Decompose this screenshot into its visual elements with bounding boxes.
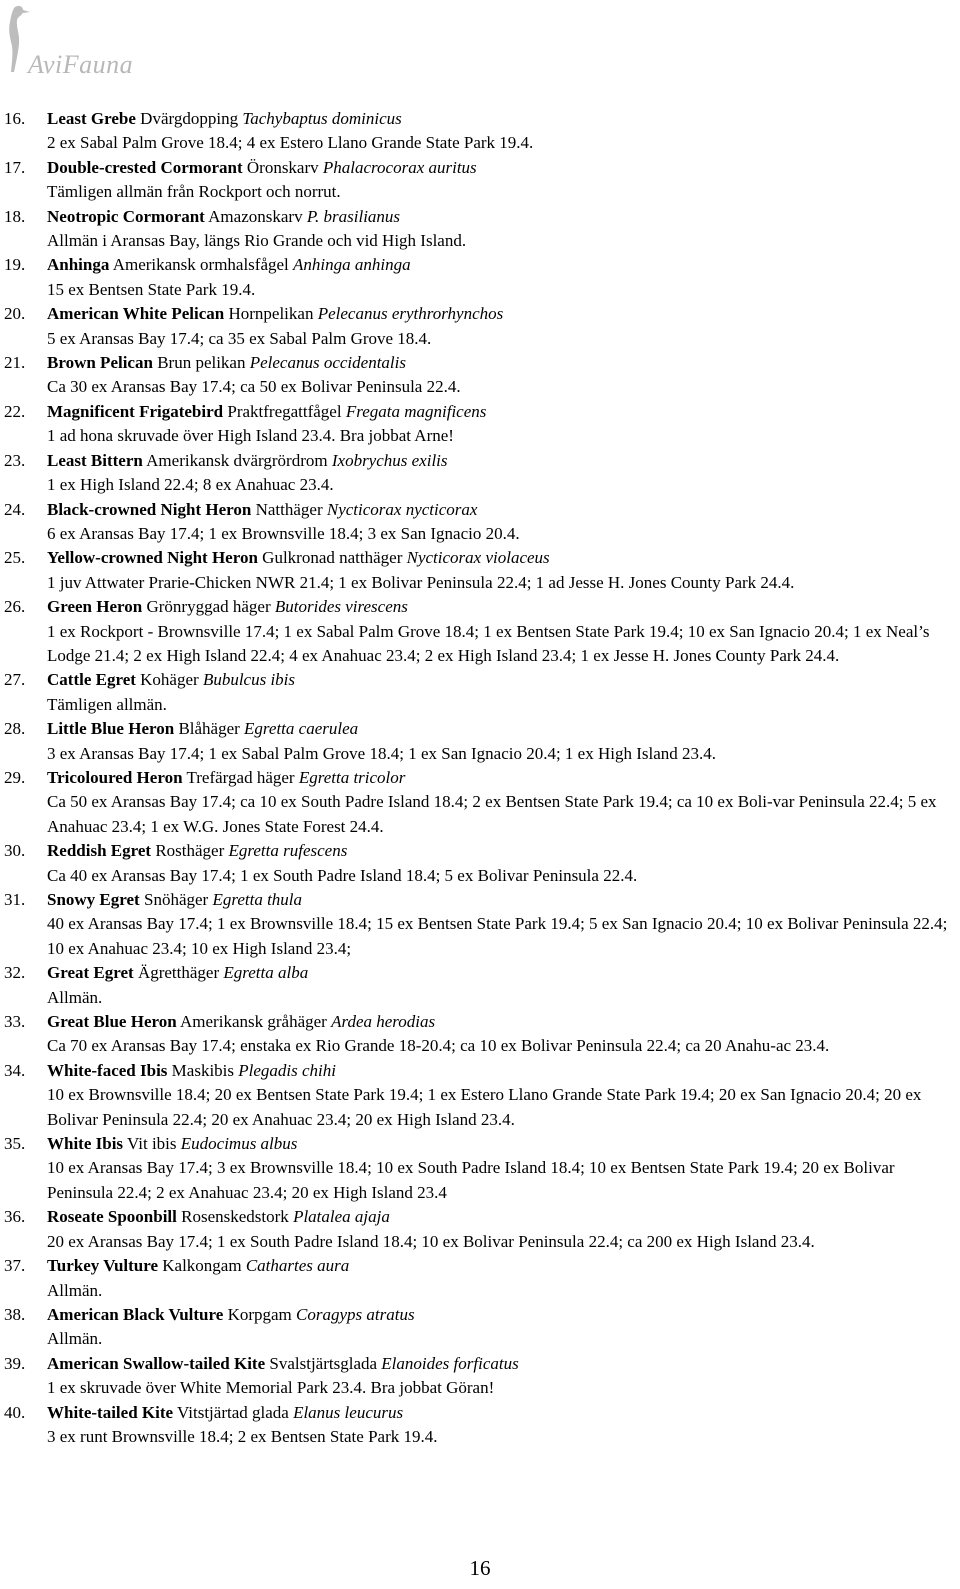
- entry-number: 17.: [4, 157, 26, 177]
- observation-text: 15 ex Bentsen State Park 19.4.: [47, 279, 256, 299]
- entry-number: 38.: [4, 1304, 26, 1324]
- species-entry: [0, 1254, 960, 1303]
- entry-number: 28.: [4, 719, 26, 739]
- english-name: White-faced Ibis: [47, 1060, 168, 1080]
- observation-text: 1 ex High Island 22.4; 8 ex Anahuac 23.4.: [47, 475, 334, 495]
- entry-number: 26.: [4, 597, 26, 617]
- observation-text: 6 ex Aransas Bay 17.4; 1 ex Brownsville 18.4; 3 ex San Ignacio 20.4.: [47, 523, 520, 543]
- species-name-line: [47, 107, 948, 131]
- entry-number: 31.: [4, 890, 26, 909]
- species-entry: [0, 351, 960, 400]
- english-name: Little Blue Heron: [47, 719, 175, 739]
- swedish-name: Blåhäger: [178, 719, 240, 739]
- entry-number: 22.: [4, 401, 26, 421]
- scientific-name: Elanoides forficatus: [381, 1353, 519, 1373]
- entry-number: 33.: [4, 1012, 26, 1032]
- swedish-name: Amerikansk gråhäger: [180, 1012, 327, 1032]
- swedish-name: Korpgam: [227, 1304, 292, 1324]
- scientific-name: Egretta alba: [223, 963, 309, 983]
- entry-number: 24.: [4, 499, 26, 519]
- observation-text: 3 ex Aransas Bay 17.4; 1 ex Sabal Palm Grove 18.4; 1 ex San Ignacio 20.4; 1 ex High Island 23.4.: [47, 743, 717, 763]
- observation-text: Tämligen allmän från Rockport och norrut.: [47, 182, 341, 202]
- scientific-name: Pelecanus occidentalis: [249, 353, 406, 373]
- english-name: Snowy Egret: [47, 890, 140, 909]
- species-name-line: [47, 302, 948, 326]
- scientific-name: Elanus leucurus: [293, 1402, 404, 1422]
- english-name: Cattle Egret: [47, 670, 136, 690]
- species-name-line: [47, 253, 948, 277]
- species-name-line: [47, 1132, 948, 1156]
- avifauna-logo: [2, 4, 202, 84]
- entry-number: 34.: [4, 1060, 26, 1080]
- species-name-line: [47, 1010, 948, 1034]
- swedish-name: Vit ibis: [127, 1134, 177, 1154]
- observation-text: 10 ex Aransas Bay 17.4; 3 ex Brownsville 18.4; 10 ex South Padre Island 18.4; 10 ex Bentsen State Park 19.4; 20 ex Bolivar Peninsula 22.4; 2 ex Anahuac 23.4; 20 ex High Island 23.4: [47, 1158, 895, 1202]
- entry-number: 27.: [4, 670, 26, 690]
- species-name-line: [47, 1059, 948, 1083]
- swedish-name: Maskibis: [171, 1060, 235, 1080]
- scientific-name: Platalea ajaja: [293, 1207, 390, 1227]
- observation-text: 40 ex Aransas Bay 17.4; 1 ex Brownsville 18.4; 15 ex Bentsen State Park 19.4; 5 ex San Ignacio 20.4; 10 ex Bolivar Peninsula 22.4; 10 ex Anahuac 23.4; 10 ex High Island 23.4;: [47, 914, 948, 958]
- entry-number: 16.: [4, 109, 26, 128]
- english-name: Great Egret: [47, 963, 134, 983]
- scientific-name: Egretta caerulea: [244, 719, 359, 739]
- scientific-name: Egretta tricolor: [298, 767, 406, 787]
- scientific-name: P. brasilianus: [306, 206, 401, 226]
- observation-text: Ca 70 ex Aransas Bay 17.4; enstaka ex Rio Grande 18-20.4; ca 10 ex Bolivar Peninsula 22.4; ca 20 Anahu-ac 23.4.: [47, 1036, 830, 1056]
- entry-number: 36.: [4, 1207, 26, 1227]
- english-name: Green Heron: [47, 597, 143, 617]
- scientific-name: Egretta rufescens: [228, 841, 348, 861]
- swedish-name: Ägretthäger: [137, 963, 220, 983]
- entry-number: 39.: [4, 1353, 26, 1373]
- english-name: Least Grebe: [47, 109, 136, 128]
- english-name: Anhinga: [47, 255, 110, 275]
- species-entry: [0, 253, 960, 302]
- entry-number: 35.: [4, 1134, 26, 1154]
- swedish-name: Dvärgdopping: [140, 109, 239, 128]
- english-name: Turkey Vulture: [47, 1256, 159, 1276]
- swedish-name: Kalkongam: [162, 1256, 242, 1276]
- species-name-line: [47, 1254, 948, 1278]
- swedish-name: Amerikansk dvärgrördrom: [146, 450, 328, 470]
- scientific-name: Ixobrychus exilis: [331, 450, 448, 470]
- scientific-name: Tachybaptus dominicus: [242, 109, 402, 128]
- species-name-line: [47, 668, 948, 692]
- scientific-name: Ardea herodias: [331, 1012, 436, 1032]
- english-name: Neotropic Cormorant: [47, 206, 205, 226]
- scientific-name: Nycticorax violaceus: [406, 548, 550, 568]
- scientific-name: Pelecanus erythrorhynchos: [317, 304, 504, 324]
- species-entry: [0, 595, 960, 668]
- species-entry: [0, 1010, 960, 1059]
- observation-text: Ca 30 ex Aransas Bay 17.4; ca 50 ex Bolivar Peninsula 22.4.: [47, 377, 461, 397]
- entry-number: 30.: [4, 841, 26, 861]
- entry-number: 21.: [4, 353, 26, 373]
- observation-text: Allmän i Aransas Bay, längs Rio Grande och vid High Island.: [47, 231, 467, 251]
- species-entry: [0, 302, 960, 351]
- species-entry: [0, 668, 960, 717]
- logo-text: AviFauna: [28, 50, 134, 79]
- observation-text: Allmän.: [47, 1280, 103, 1300]
- english-name: Yellow-crowned Night Heron: [47, 548, 258, 568]
- entry-number: 37.: [4, 1256, 26, 1276]
- observation-text: Allmän.: [47, 987, 103, 1007]
- species-entry: [0, 1059, 960, 1132]
- swedish-name: Amerikansk ormhalsfågel: [112, 255, 289, 275]
- species-name-line: [47, 156, 948, 180]
- scientific-name: Fregata magnificens: [345, 401, 487, 421]
- species-entry: [0, 156, 960, 205]
- species-name-line: [47, 400, 948, 424]
- species-entry: [0, 766, 960, 839]
- species-name-line: [47, 1303, 948, 1327]
- swedish-name: Trefärgad häger: [186, 767, 295, 787]
- swedish-name: Amazonskarv: [208, 206, 303, 226]
- swedish-name: Vitstjärtad glada: [177, 1402, 289, 1422]
- english-name: Least Bittern: [47, 450, 143, 470]
- species-name-line: [47, 546, 948, 570]
- observation-text: 1 ex skruvade över White Memorial Park 23.4. Bra jobbat Göran!: [47, 1378, 495, 1398]
- swedish-name: Rosenskedstork: [181, 1207, 289, 1227]
- species-name-line: [47, 595, 948, 619]
- species-name-line: [47, 449, 948, 473]
- scientific-name: Plegadis chihi: [238, 1060, 336, 1080]
- entry-number: 18.: [4, 206, 26, 226]
- species-entry: [0, 107, 960, 156]
- swedish-name: Svalstjärtsglada: [269, 1353, 378, 1373]
- scientific-name: Butorides virescens: [274, 597, 408, 617]
- english-name: Magnificent Frigatebird: [47, 401, 224, 421]
- english-name: American White Pelican: [47, 304, 225, 324]
- english-name: Brown Pelican: [47, 353, 153, 373]
- english-name: Reddish Egret: [47, 841, 152, 861]
- english-name: White Ibis: [47, 1134, 124, 1154]
- species-name-line: [47, 1352, 948, 1376]
- species-entry: [0, 1352, 960, 1401]
- observation-text: 1 ad hona skruvade över High Island 23.4. Bra jobbat Arne!: [47, 426, 454, 446]
- swedish-name: Öronskarv: [246, 157, 319, 177]
- species-entry: [0, 1205, 960, 1254]
- scientific-name: Coragyps atratus: [296, 1304, 415, 1324]
- swedish-name: Snöhäger: [143, 890, 209, 909]
- species-entry: [0, 546, 960, 595]
- english-name: Roseate Spoonbill: [47, 1207, 177, 1227]
- species-name-line: [47, 888, 948, 912]
- species-name-line: [47, 766, 948, 790]
- species-entry: [0, 1303, 960, 1352]
- species-entry: [0, 888, 960, 961]
- species-entry: [0, 1132, 960, 1205]
- scientific-name: Anhinga anhinga: [293, 255, 411, 275]
- observation-text: 10 ex Brownsville 18.4; 20 ex Bentsen State Park 19.4; 1 ex Estero Llano Grande State Park 19.4; 20 ex San Ignacio 20.4; 20 ex Bolivar Peninsula 22.4; 20 ex Anahuac 23.4; 20 ex High Island 23.4.: [47, 1085, 922, 1129]
- species-entry: [0, 717, 960, 766]
- observation-text: 5 ex Aransas Bay 17.4; ca 35 ex Sabal Palm Grove 18.4.: [47, 328, 432, 348]
- swedish-name: Kohäger: [140, 670, 199, 690]
- english-name: White-tailed Kite: [47, 1402, 174, 1422]
- species-name-line: [47, 1401, 948, 1425]
- page-number: 16: [469, 1556, 491, 1580]
- scientific-name: Eudocimus albus: [180, 1134, 298, 1154]
- species-entry: [0, 961, 960, 1010]
- english-name: Tricoloured Heron: [47, 767, 183, 787]
- entry-number: 29.: [4, 767, 26, 787]
- scientific-name: Nycticorax nycticorax: [326, 499, 478, 519]
- swedish-name: Hornpelikan: [228, 304, 314, 324]
- english-name: Double-crested Cormorant: [47, 157, 243, 177]
- observation-text: Tämligen allmän.: [47, 694, 167, 714]
- entry-number: 23.: [4, 450, 26, 470]
- species-entry: [0, 1401, 960, 1450]
- scientific-name: Egretta thula: [212, 890, 303, 909]
- species-entry: [0, 839, 960, 888]
- observation-text: 2 ex Sabal Palm Grove 18.4; 4 ex Estero Llano Grande State Park 19.4.: [47, 133, 534, 153]
- swedish-name: Natthäger: [255, 499, 323, 519]
- english-name: American Swallow-tailed Kite: [47, 1353, 266, 1373]
- observation-text: 3 ex runt Brownsville 18.4; 2 ex Bentsen State Park 19.4.: [47, 1426, 438, 1446]
- entry-number: 32.: [4, 963, 26, 983]
- observation-text: Ca 50 ex Aransas Bay 17.4; ca 10 ex South Padre Island 18.4; 2 ex Bentsen State Park 19.4; ca 10 ex Boli-var Peninsula 22.4; 5 ex Anahuac 23.4; 1 ex W.G. Jones State Forest 24.4.: [47, 792, 937, 836]
- species-entry: [0, 449, 960, 498]
- species-name-line: [47, 717, 948, 741]
- swedish-name: Praktfregattfågel: [227, 401, 342, 421]
- english-name: Great Blue Heron: [47, 1012, 177, 1032]
- entry-number: 25.: [4, 548, 26, 568]
- species-entry: [0, 498, 960, 547]
- english-name: American Black Vulture: [47, 1304, 224, 1324]
- swedish-name: Grönryggad häger: [146, 597, 271, 617]
- swedish-name: Brun pelikan: [157, 353, 246, 373]
- species-list: [0, 107, 960, 1449]
- species-entry: [0, 400, 960, 449]
- species-name-line: [47, 961, 948, 985]
- observation-text: Ca 40 ex Aransas Bay 17.4; 1 ex South Padre Island 18.4; 5 ex Bolivar Peninsula 22.4.: [47, 865, 638, 885]
- swedish-name: Gulkronad natthäger: [262, 548, 403, 568]
- species-name-line: [47, 1205, 948, 1229]
- observation-text: 1 juv Attwater Prarie-Chicken NWR 21.4; 1 ex Bolivar Peninsula 22.4; 1 ad Jesse H. Jones County Park 24.4.: [47, 572, 795, 592]
- swedish-name: Rosthäger: [155, 841, 225, 861]
- species-name-line: [47, 498, 948, 522]
- entry-number: 19.: [4, 255, 26, 275]
- entry-number: 40.: [4, 1402, 26, 1422]
- species-name-line: [47, 839, 948, 863]
- scientific-name: Phalacrocorax auritus: [322, 157, 477, 177]
- species-name-line: [47, 205, 948, 229]
- english-name: Black-crowned Night Heron: [47, 499, 252, 519]
- entry-number: 20.: [4, 304, 26, 324]
- observation-text: 1 ex Rockport - Brownsville 17.4; 1 ex Sabal Palm Grove 18.4; 1 ex Bentsen State Park 19.4; 10 ex San Ignacio 20.4; 1 ex Neal’s Lodge 21.4; 2 ex High Island 22.4; 4 ex Anahuac 23.4; 2 ex High Island 23.4; 1 ex Jesse H. Jones County Park 24.4.: [47, 621, 930, 665]
- scientific-name: Cathartes aura: [245, 1256, 350, 1276]
- observation-text: Allmän.: [47, 1329, 103, 1349]
- observation-text: 20 ex Aransas Bay 17.4; 1 ex South Padre Island 18.4; 10 ex Bolivar Peninsula 22.4; ca 200 ex High Island 23.4.: [47, 1231, 815, 1251]
- species-entry: [0, 205, 960, 254]
- species-name-line: [47, 351, 948, 375]
- scientific-name: Bubulcus ibis: [202, 670, 296, 690]
